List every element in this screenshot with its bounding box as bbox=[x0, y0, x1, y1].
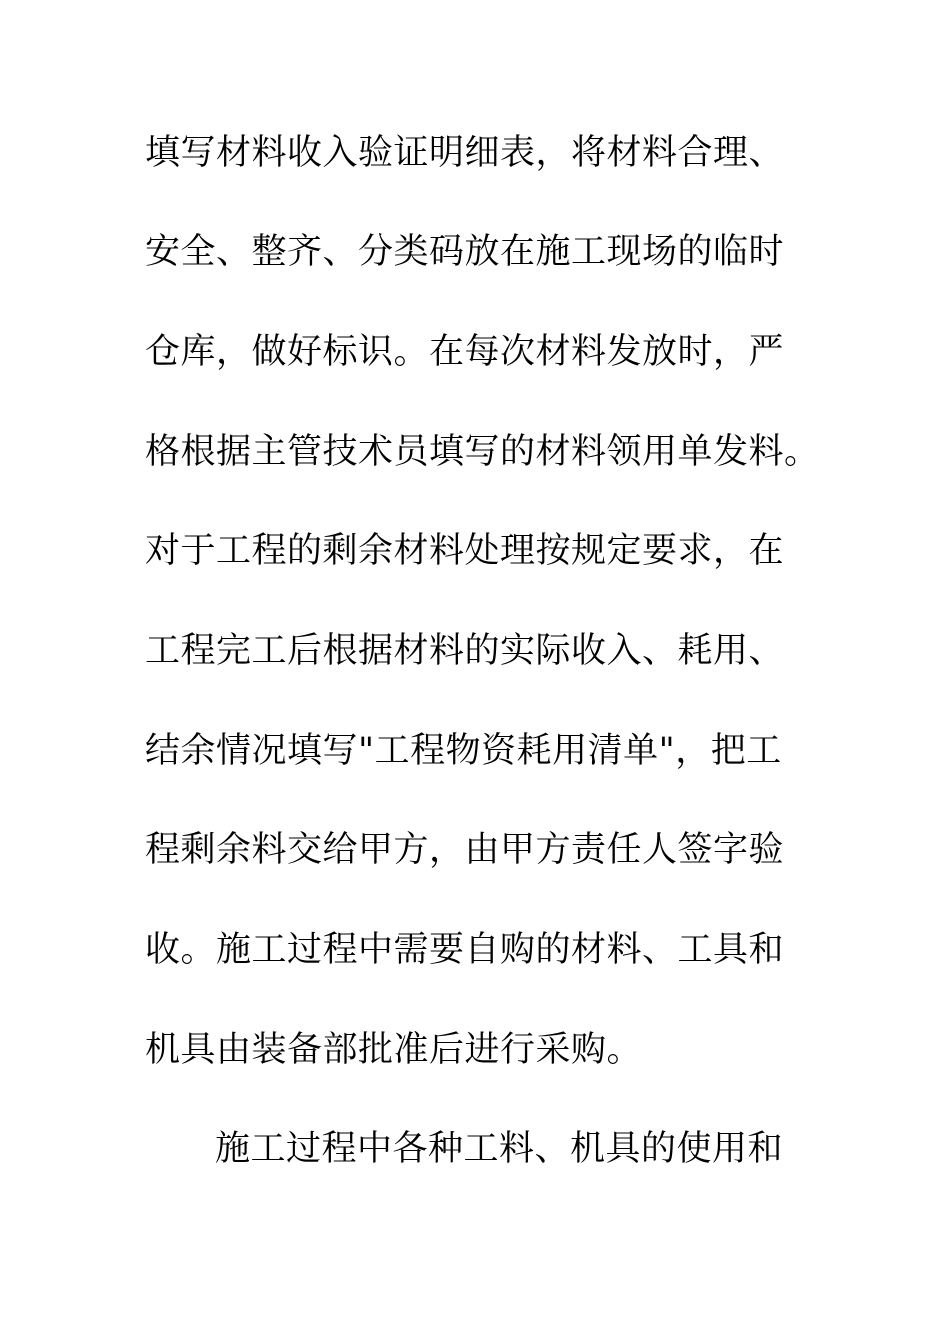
text-line: 对于工程的剩余材料处理按规定要求，在 bbox=[145, 531, 785, 571]
paragraph-start-line: 施工过程中各种工料、机具的使用和 bbox=[215, 1129, 784, 1169]
text-line: 结余情况填写"工程物资耗用清单"，把工 bbox=[145, 731, 782, 771]
text-line: 收。施工过程中需要自购的材料、工具和 bbox=[145, 930, 785, 970]
text-line: 仓库，做好标识。在每次材料发放时，严 bbox=[145, 332, 785, 372]
text-line: 格根据主管技术员填写的材料领用单发料。 bbox=[145, 432, 820, 472]
text-line: 程剩余料交给甲方，由甲方责任人签字验 bbox=[145, 830, 785, 870]
text-line: 填写材料收入验证明细表，将材料合理、 bbox=[145, 133, 785, 173]
text-line: 工程完工后根据材料的实际收入、耗用、 bbox=[145, 631, 785, 671]
text-line: 安全、整齐、分类码放在施工现场的临时 bbox=[145, 232, 785, 272]
text-line: 机具由装备部批准后进行采购。 bbox=[145, 1030, 643, 1070]
